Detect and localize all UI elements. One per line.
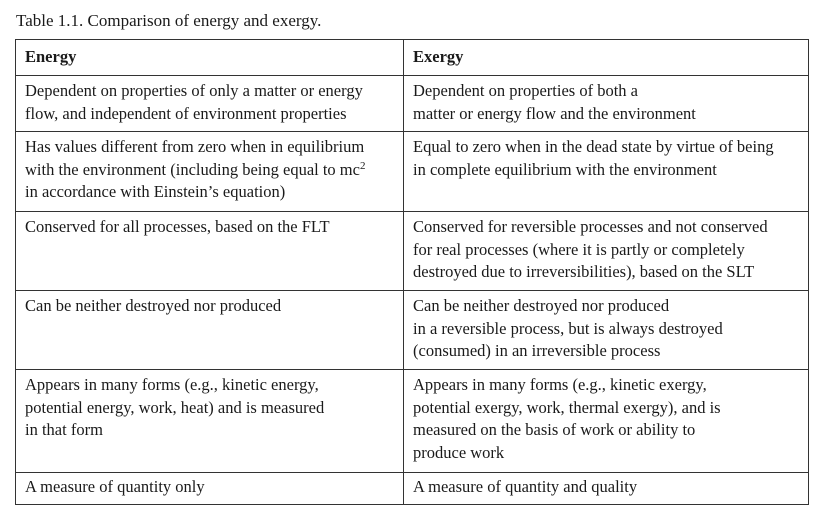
table-row xyxy=(16,132,809,212)
cell-line: Appears in many forms (e.g., kinetic energy, xyxy=(25,375,319,394)
table-row xyxy=(16,291,809,370)
cell-line: Dependent on properties of both a xyxy=(413,81,638,100)
cell-line: produce work xyxy=(413,442,505,462)
cell-line: A measure of quantity and quality xyxy=(413,477,638,496)
cell-line: Conserved for reversible processes and not conserved xyxy=(413,217,768,236)
energy-cell xyxy=(16,291,404,370)
energy-cell xyxy=(16,212,404,291)
cell-line: flow, and independent of environment properties xyxy=(25,103,347,123)
cell-line: Equal to zero when in the dead state by virtue of being xyxy=(413,137,774,156)
cell-line: in accordance with Einstein’s equation) xyxy=(25,182,286,201)
exergy-cell xyxy=(404,473,809,505)
cell-line: for real processes (where it is partly or completely xyxy=(413,239,745,259)
header-row xyxy=(16,40,809,76)
table-row xyxy=(16,76,809,132)
table-row xyxy=(16,370,809,473)
cell-line: A measure of quantity only xyxy=(25,477,205,496)
cell-line: measured on the basis of work or ability to xyxy=(413,420,696,439)
column-header-exergy: Exergy xyxy=(404,40,809,76)
exergy-cell xyxy=(404,212,809,291)
energy-cell xyxy=(16,132,404,212)
exergy-cell xyxy=(404,132,809,212)
energy-cell xyxy=(16,370,404,473)
cell-line: (consumed) in an irreversible process xyxy=(413,341,661,360)
table-row xyxy=(16,212,809,291)
cell-line: potential exergy, work, thermal exergy), and is xyxy=(413,397,721,417)
exergy-cell xyxy=(404,370,809,473)
table-caption: Table 1.1. Comparison of energy and exergy. xyxy=(16,11,322,30)
cell-line: Conserved for all processes, based on the FLT xyxy=(25,217,330,236)
exergy-cell xyxy=(404,291,809,370)
cell-line: in that form xyxy=(25,420,103,439)
cell-line: Can be neither destroyed nor produced xyxy=(413,296,670,315)
cell-line: potential energy, work, heat) and is measured xyxy=(25,397,325,417)
superscript: 2 xyxy=(359,159,366,172)
table-row xyxy=(16,473,809,505)
exergy-cell xyxy=(404,76,809,132)
cell-line: Has values different from zero when in equilibrium xyxy=(25,137,365,156)
cell-line: destroyed due to irreversibilities), based on the SLT xyxy=(413,262,755,281)
column-header-energy: Energy xyxy=(16,40,404,76)
comparison-table xyxy=(15,39,809,505)
cell-text: with the environment (including being equal to mc xyxy=(25,159,360,179)
energy-cell xyxy=(16,473,404,505)
cell-line: in a reversible process, but is always destroyed xyxy=(413,318,723,338)
energy-cell xyxy=(16,76,404,132)
cell-line: Appears in many forms (e.g., kinetic exergy, xyxy=(413,375,707,394)
cell-line: in complete equilibrium with the environment xyxy=(413,159,717,179)
cell-line: Can be neither destroyed nor produced xyxy=(25,296,282,315)
cell-line xyxy=(25,159,394,182)
cell-line: matter or energy flow and the environment xyxy=(413,103,696,123)
cell-line: Dependent on properties of only a matter or energy xyxy=(25,81,363,100)
